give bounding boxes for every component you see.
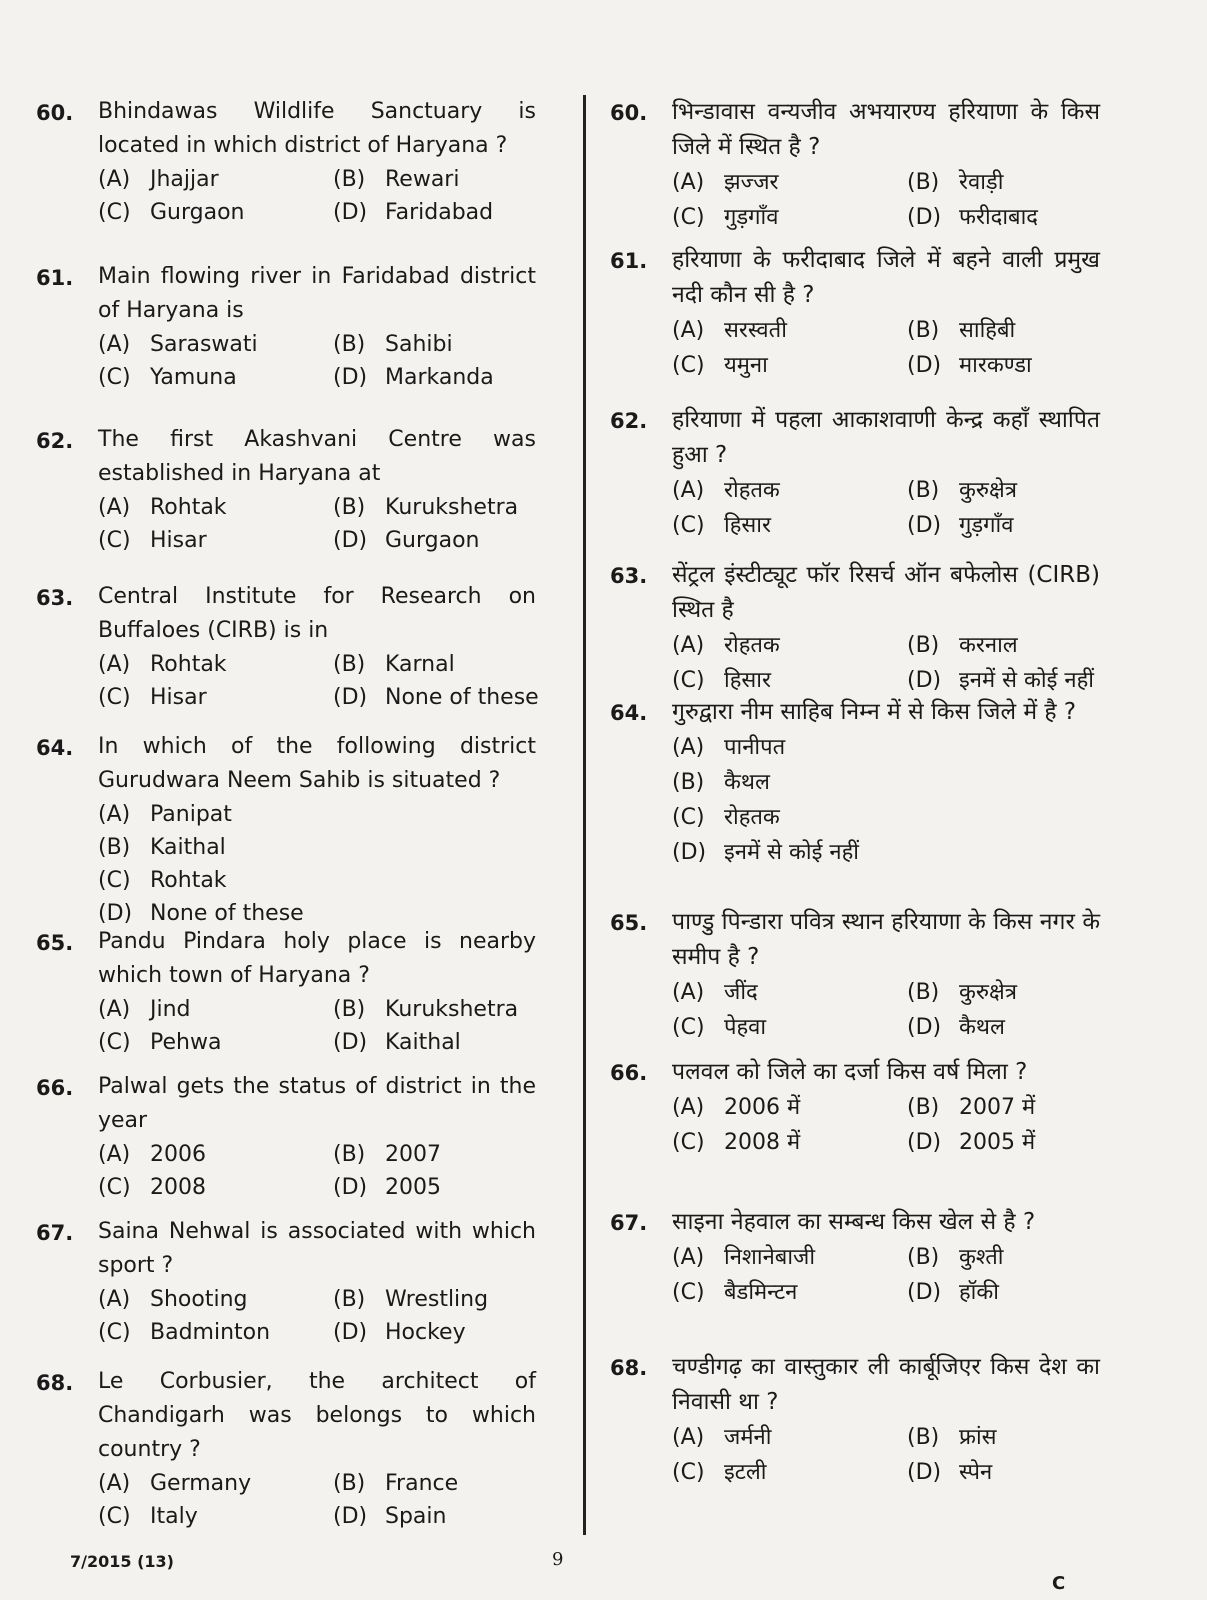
options-list <box>672 473 1100 543</box>
option-item <box>333 1500 568 1533</box>
english-question <box>36 580 539 714</box>
option-label: (D) <box>333 1030 368 1055</box>
hindi-question <box>610 558 1100 698</box>
option-item <box>672 1125 907 1160</box>
option-text: Pehwa <box>150 1030 222 1055</box>
option-text: 2006 <box>150 1142 206 1167</box>
option-text: Faridabad <box>385 200 494 225</box>
question-number: 67. <box>610 1211 648 1235</box>
english-question <box>36 95 536 229</box>
option-label: (A) <box>672 735 705 760</box>
option-text: इनमें से कोई नहीं <box>959 668 1095 693</box>
options-list <box>672 165 1100 235</box>
option-item <box>907 1125 1142 1160</box>
option-text: हिसार <box>724 513 771 538</box>
option-item <box>907 508 1142 543</box>
option-item <box>333 681 568 714</box>
question-text: Bhindawas Wildlife Sanctuary is located in which district of Haryana ? <box>98 99 536 158</box>
question-text: गुरुद्वारा नीम साहिब निम्न में से किस जिले में है ? <box>672 699 1077 725</box>
option-item <box>672 663 907 698</box>
option-label: (C) <box>672 805 705 830</box>
question-text: हरियाणा के फरीदाबाद जिले में बहने वाली प्रमुख नदी कौन सी है ? <box>672 247 1100 308</box>
option-text: Kurukshetra <box>385 997 519 1022</box>
option-item <box>672 628 907 663</box>
option-label: (A) <box>672 1425 705 1450</box>
option-item <box>672 1420 907 1455</box>
option-item <box>98 491 333 524</box>
question-number: 66. <box>610 1061 648 1085</box>
option-item <box>98 361 333 394</box>
question-number: 61. <box>610 249 648 273</box>
option-text: Hisar <box>150 528 207 553</box>
option-item <box>98 864 498 897</box>
option-text: कुरुक्षेत्र <box>959 478 1017 503</box>
option-label: (D) <box>333 1175 368 1200</box>
option-item <box>333 361 568 394</box>
option-text: Markanda <box>385 365 494 390</box>
option-label: (C) <box>672 1130 705 1155</box>
option-text: झज्जर <box>724 170 779 195</box>
option-text: Rewari <box>385 167 460 192</box>
option-text: Karnal <box>385 652 455 677</box>
options-list <box>672 313 1100 383</box>
option-label: (D) <box>907 205 942 230</box>
option-item <box>672 835 1072 870</box>
option-item <box>98 681 333 714</box>
option-label: (A) <box>672 1095 705 1120</box>
option-label: (A) <box>98 652 131 677</box>
option-text: Kaithal <box>150 835 226 860</box>
option-item <box>672 800 1072 835</box>
option-label: (C) <box>672 205 705 230</box>
option-label: (A) <box>98 1471 131 1496</box>
option-item <box>333 648 568 681</box>
option-text: Jhajjar <box>150 167 219 192</box>
option-label: (D) <box>333 528 368 553</box>
paper-code: 7/2015 (13) <box>70 1552 174 1571</box>
option-label: (C) <box>672 1015 705 1040</box>
option-item <box>333 491 568 524</box>
option-text: 2008 <box>150 1175 206 1200</box>
hindi-question <box>610 1205 1100 1310</box>
question-text: भिन्डावास वन्यजीव अभयारण्य हरियाणा के किस जिले में स्थित है ? <box>672 99 1100 160</box>
option-text: 2007 <box>385 1142 441 1167</box>
options-list <box>98 993 536 1059</box>
question-number: 64. <box>610 701 648 725</box>
option-label: (C) <box>98 1175 131 1200</box>
option-item <box>98 1138 333 1171</box>
option-label: (A) <box>672 478 705 503</box>
option-item <box>98 196 333 229</box>
option-text: Sahibi <box>385 332 453 357</box>
option-item <box>907 975 1142 1010</box>
english-question <box>36 925 536 1059</box>
option-text: None of these <box>150 901 304 926</box>
option-item <box>333 1467 568 1500</box>
option-label: (B) <box>907 1245 940 1270</box>
option-item <box>333 328 568 361</box>
hindi-question <box>610 695 1100 870</box>
question-text: Le Corbusier, the architect of Chandigarh was belongs to which country ? <box>98 1369 536 1462</box>
options-list <box>98 1138 536 1204</box>
option-text: कैथल <box>959 1015 1005 1040</box>
english-question <box>36 1070 536 1204</box>
question-text: Central Institute for Research on Buffaloes (CIRB) is in <box>98 584 536 643</box>
option-label: (A) <box>672 980 705 1005</box>
option-label: (C) <box>672 1280 705 1305</box>
column-divider <box>583 95 586 1535</box>
option-label: (B) <box>907 478 940 503</box>
option-text: करनाल <box>959 633 1018 658</box>
option-text: जींद <box>724 980 758 1005</box>
options-list <box>98 1467 536 1533</box>
option-item <box>907 663 1142 698</box>
option-item <box>333 1138 568 1171</box>
option-label: (B) <box>333 652 366 677</box>
option-label: (D) <box>907 353 942 378</box>
options-list <box>672 628 1100 698</box>
option-label: (D) <box>907 513 942 538</box>
question-text: In which of the following district Gurudwara Neem Sahib is situated ? <box>98 734 536 793</box>
option-text: Yamuna <box>150 365 237 390</box>
option-text: France <box>385 1471 459 1496</box>
options-list <box>98 491 536 557</box>
option-item <box>672 1010 907 1045</box>
option-text: हिसार <box>724 668 771 693</box>
option-label: (B) <box>333 1471 366 1496</box>
option-text: 2005 <box>385 1175 441 1200</box>
option-item <box>907 1090 1142 1125</box>
option-item <box>98 1316 333 1349</box>
question-text: पलवल को जिले का दर्जा किस वर्ष मिला ? <box>672 1059 1028 1085</box>
question-number: 68. <box>36 1371 74 1395</box>
option-text: इटली <box>724 1460 767 1485</box>
option-label: (D) <box>333 365 368 390</box>
options-list <box>98 648 539 714</box>
option-item <box>907 1455 1142 1490</box>
options-list <box>672 1090 1100 1160</box>
options-list <box>98 798 536 930</box>
option-text: None of these <box>385 685 539 710</box>
option-item <box>333 993 568 1026</box>
option-label: (B) <box>907 633 940 658</box>
option-text: निशानेबाजी <box>724 1245 816 1270</box>
option-item <box>907 1240 1142 1275</box>
option-item <box>672 730 1072 765</box>
option-label: (A) <box>98 997 131 1022</box>
option-text: रोहतक <box>724 478 780 503</box>
question-text: सेंट्रल इंस्टीट्यूट फॉर रिसर्च ऑन बफेलोस (CIRB) स्थित है <box>672 562 1100 623</box>
option-label: (B) <box>907 980 940 1005</box>
option-label: (B) <box>333 997 366 1022</box>
option-item <box>98 1283 333 1316</box>
option-label: (A) <box>98 332 131 357</box>
option-item <box>672 508 907 543</box>
option-label: (B) <box>907 170 940 195</box>
option-label: (D) <box>98 901 133 926</box>
option-label: (C) <box>672 513 705 538</box>
option-text: कुश्ती <box>959 1245 1004 1270</box>
option-item <box>333 1026 568 1059</box>
option-text: 2005 में <box>959 1130 1036 1155</box>
option-text: पानीपत <box>724 735 786 760</box>
option-item <box>333 524 568 557</box>
option-text: Hisar <box>150 685 207 710</box>
option-label: (B) <box>333 1142 366 1167</box>
option-item <box>907 200 1142 235</box>
english-question <box>36 423 536 557</box>
option-label: (D) <box>333 200 368 225</box>
hindi-question <box>610 95 1100 235</box>
option-text: पेहवा <box>724 1015 767 1040</box>
option-item <box>333 1283 568 1316</box>
option-label: (C) <box>672 353 705 378</box>
option-text: 2007 में <box>959 1095 1036 1120</box>
options-list <box>672 730 1100 870</box>
option-text: Hockey <box>385 1320 466 1345</box>
option-item <box>98 1026 333 1059</box>
option-text: हॉकी <box>959 1280 999 1305</box>
option-item <box>98 648 333 681</box>
option-item <box>907 313 1142 348</box>
question-number: 65. <box>36 931 74 955</box>
question-text: Palwal gets the status of district in the year <box>98 1074 536 1133</box>
option-text: कैथल <box>724 770 770 795</box>
option-label: (C) <box>672 668 705 693</box>
option-label: (C) <box>98 868 131 893</box>
option-text: साहिबी <box>959 318 1016 343</box>
option-label: (A) <box>672 633 705 658</box>
option-label: (B) <box>907 318 940 343</box>
question-text: Pandu Pindara holy place is nearby which town of Haryana ? <box>98 929 536 988</box>
options-list <box>98 163 536 229</box>
question-text: Saina Nehwal is associated with which sport ? <box>98 1219 536 1278</box>
option-label: (B) <box>98 835 131 860</box>
option-label: (A) <box>672 1245 705 1270</box>
option-label: (B) <box>907 1095 940 1120</box>
option-item <box>98 993 333 1026</box>
option-label: (D) <box>907 1130 942 1155</box>
english-question <box>36 1215 536 1349</box>
option-item <box>333 1171 568 1204</box>
option-label: (D) <box>907 1280 942 1305</box>
option-text: Spain <box>385 1504 447 1529</box>
option-label: (C) <box>98 528 131 553</box>
option-label: (C) <box>98 1320 131 1345</box>
option-item <box>907 348 1142 383</box>
option-item <box>98 798 498 831</box>
option-text: Gurgaon <box>385 528 480 553</box>
hindi-question <box>610 243 1100 383</box>
question-number: 60. <box>610 101 648 125</box>
option-item <box>98 1171 333 1204</box>
option-label: (C) <box>672 1460 705 1485</box>
question-text: साइना नेहवाल का सम्बन्ध किस खेल से है ? <box>672 1209 1036 1235</box>
option-item <box>672 165 907 200</box>
option-text: Badminton <box>150 1320 271 1345</box>
option-item <box>907 628 1142 663</box>
option-label: (C) <box>98 685 131 710</box>
english-question <box>36 260 536 394</box>
option-item <box>672 1090 907 1125</box>
option-label: (D) <box>333 685 368 710</box>
question-text: हरियाणा में पहला आकाशवाणी केन्द्र कहाँ स्थापित हुआ ? <box>672 407 1100 468</box>
option-label: (C) <box>98 365 131 390</box>
option-text: फ्रांस <box>959 1425 997 1450</box>
option-text: इनमें से कोई नहीं <box>724 840 860 865</box>
option-text: Italy <box>150 1504 198 1529</box>
question-number: 66. <box>36 1076 74 1100</box>
option-label: (A) <box>98 802 131 827</box>
page-number: 9 <box>552 1549 564 1570</box>
option-text: 2006 में <box>724 1095 801 1120</box>
option-item <box>333 1316 568 1349</box>
options-list <box>98 328 536 394</box>
option-text: 2008 में <box>724 1130 801 1155</box>
option-item <box>98 1467 333 1500</box>
option-text: कुरुक्षेत्र <box>959 980 1017 1005</box>
option-item <box>907 473 1142 508</box>
option-item <box>98 524 333 557</box>
option-label: (B) <box>672 770 705 795</box>
hindi-question <box>610 1350 1100 1490</box>
question-number: 68. <box>610 1356 648 1380</box>
question-number: 65. <box>610 911 648 935</box>
options-list <box>672 975 1100 1045</box>
option-text: यमुना <box>724 353 768 378</box>
hindi-question <box>610 1055 1100 1160</box>
question-number: 63. <box>610 564 648 588</box>
option-label: (A) <box>672 170 705 195</box>
question-text: The first Akashvani Centre was established in Haryana at <box>98 427 536 486</box>
option-text: गुड़गाँव <box>724 205 779 230</box>
option-text: Rohtak <box>150 652 227 677</box>
option-text: जर्मनी <box>724 1425 772 1450</box>
option-text: Shooting <box>150 1287 248 1312</box>
option-item <box>672 1240 907 1275</box>
question-number: 64. <box>36 736 74 760</box>
option-label: (A) <box>98 1287 131 1312</box>
option-label: (A) <box>98 495 131 520</box>
question-number: 60. <box>36 101 74 125</box>
option-label: (A) <box>672 318 705 343</box>
option-label: (A) <box>98 1142 131 1167</box>
options-list <box>672 1240 1100 1310</box>
option-text: Kurukshetra <box>385 495 519 520</box>
option-text: सरस्वती <box>724 318 787 343</box>
option-text: Wrestling <box>385 1287 489 1312</box>
option-text: Germany <box>150 1471 252 1496</box>
option-text: Rohtak <box>150 495 227 520</box>
question-number: 62. <box>36 429 74 453</box>
option-label: (D) <box>907 1460 942 1485</box>
option-item <box>672 765 1072 800</box>
option-text: Gurgaon <box>150 200 245 225</box>
english-question <box>36 730 536 930</box>
option-item <box>672 1455 907 1490</box>
options-list <box>98 1283 536 1349</box>
option-text: Kaithal <box>385 1030 461 1055</box>
option-item <box>672 348 907 383</box>
option-label: (D) <box>907 668 942 693</box>
option-item <box>907 1275 1142 1310</box>
option-label: (B) <box>333 1287 366 1312</box>
option-text: रोहतक <box>724 633 780 658</box>
option-item <box>333 196 568 229</box>
option-text: रोहतक <box>724 805 780 830</box>
option-text: बैडमिन्टन <box>724 1280 798 1305</box>
question-text: चण्डीगढ़ का वास्तुकार ली कार्बूजिएर किस देश का निवासी था ? <box>672 1354 1100 1415</box>
option-item <box>98 831 498 864</box>
option-label: (C) <box>98 1030 131 1055</box>
option-item <box>907 1420 1142 1455</box>
option-item <box>672 473 907 508</box>
question-number: 62. <box>610 409 648 433</box>
option-item <box>907 1010 1142 1045</box>
option-item <box>672 313 907 348</box>
option-label: (C) <box>98 200 131 225</box>
option-item <box>907 165 1142 200</box>
option-item <box>333 163 568 196</box>
option-label: (A) <box>98 167 131 192</box>
option-text: Saraswati <box>150 332 258 357</box>
option-text: Rohtak <box>150 868 227 893</box>
option-label: (D) <box>333 1504 368 1529</box>
english-question <box>36 1365 536 1533</box>
hindi-question <box>610 905 1100 1045</box>
option-label: (D) <box>907 1015 942 1040</box>
option-item <box>98 163 333 196</box>
option-text: रेवाड़ी <box>959 170 1004 195</box>
option-text: स्पेन <box>959 1460 993 1485</box>
option-label: (B) <box>333 167 366 192</box>
option-item <box>98 328 333 361</box>
option-label: (D) <box>333 1320 368 1345</box>
option-text: मारकण्डा <box>959 353 1032 378</box>
option-text: Jind <box>150 997 191 1022</box>
options-list <box>672 1420 1100 1490</box>
option-item <box>672 200 907 235</box>
option-label: (B) <box>333 495 366 520</box>
option-item <box>98 1500 333 1533</box>
option-item <box>672 975 907 1010</box>
question-number: 67. <box>36 1221 74 1245</box>
option-label: (B) <box>333 332 366 357</box>
question-text: Main flowing river in Faridabad district of Haryana is <box>98 264 536 323</box>
option-label: (B) <box>907 1425 940 1450</box>
option-label: (D) <box>672 840 707 865</box>
question-number: 61. <box>36 266 74 290</box>
hindi-question <box>610 403 1100 543</box>
set-code: C <box>1052 1573 1066 1594</box>
question-number: 63. <box>36 586 74 610</box>
question-text: पाण्डु पिन्डारा पवित्र स्थान हरियाणा के किस नगर के समीप है ? <box>672 909 1100 970</box>
option-text: फरीदाबाद <box>959 205 1038 230</box>
option-item <box>672 1275 907 1310</box>
option-text: Panipat <box>150 802 232 827</box>
option-text: गुड़गाँव <box>959 513 1014 538</box>
option-label: (C) <box>98 1504 131 1529</box>
